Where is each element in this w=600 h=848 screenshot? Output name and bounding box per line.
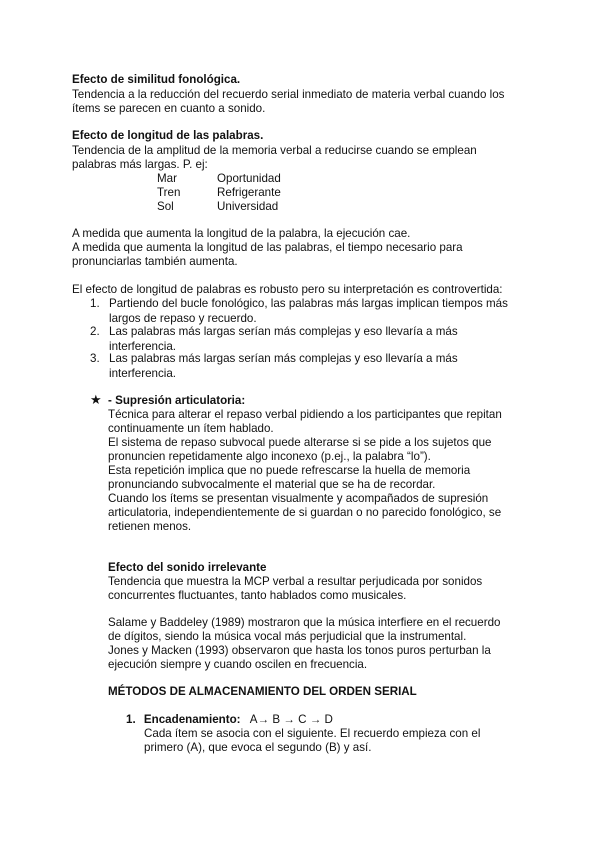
method-item [126, 712, 333, 727]
method-number: 1. [126, 713, 136, 726]
text-line: palabras más largas. P. ej: [72, 158, 208, 171]
text-line: Tendencia que muestra la MCP verbal a resultar perjudicada por sonidos [108, 575, 483, 588]
example-long-word: Refrigerante [217, 186, 281, 199]
text-line: pronunciando subvocalmente el material que se ha de recordar. [108, 478, 436, 491]
text-line: pronuncien repetidamente algo inconexo (p.ej., la palabra “lo”). [108, 450, 431, 463]
text-line: retienen menos. [108, 520, 192, 533]
text-line: Técnica para alterar el repaso verbal pidiendo a los participantes que repitan [108, 408, 502, 421]
heading-sonido-irrelevante: Efecto del sonido irrelevante [108, 561, 267, 574]
list-text: Las palabras más largas serían más complejas y eso llevaría a más interferencia. [109, 352, 458, 380]
example-short-word: Tren [157, 186, 181, 199]
text-line: Cada ítem se asocia con el siguiente. El recuerdo empieza con el [144, 727, 481, 740]
method-title: Encadenamiento: [143, 713, 241, 726]
list-number: 2. [90, 325, 100, 338]
text-line: A medida que aumenta la longitud de las palabras, el tiempo necesario para [72, 241, 463, 254]
text-line: Esta repetición implica que no puede refrescarse la huella de memoria [108, 464, 471, 477]
example-long-word: Oportunidad [217, 172, 281, 185]
list-number: 1. [90, 297, 100, 310]
text-line: El efecto de longitud de palabras es robusto pero su interpretación es controvertida: [72, 283, 503, 296]
text-line: Cuando los ítems se presentan visualmente y acompañados de supresión [108, 492, 489, 505]
text-line: continuamente un ítem hablado. [108, 422, 274, 435]
text-line: Jones y Macken (1993) observaron que hasta los tonos puros perturban la [108, 644, 491, 657]
heading-longitud-palabras: Efecto de longitud de las palabras. [72, 129, 264, 142]
text-line: articulatoria, independientemente de si guardan o no parecido fonológico, se [108, 506, 502, 519]
method-chain: A→ B → C → D [249, 713, 333, 726]
text-line: ejecución siempre y cuando oscilen en frecuencia. [108, 658, 368, 671]
example-short-word: Sol [157, 200, 174, 213]
text-line: de dígitos, siendo la música vocal más perjudicial que la instrumental. [108, 630, 467, 643]
text-line: El sistema de repaso subvocal puede alterarse si se pide a los sujetos que [108, 436, 492, 449]
text-line: Tendencia a la reducción del recuerdo serial inmediato de materia verbal cuando los [72, 88, 505, 101]
text-line: pronunciarlas también aumenta. [72, 255, 238, 268]
text-line: ítems se parecen en cuanto a sonido. [72, 102, 266, 115]
text-line: Tendencia de la amplitud de la memoria verbal a reducirse cuando se emplean [72, 144, 477, 157]
text-line: Salame y Baddeley (1989) mostraron que la música interfiere en el recuerdo [108, 616, 501, 629]
text-line: concurrentes fluctuantes, tanto hablados como musicales. [108, 589, 407, 602]
star-bullet-icon: ★ [90, 392, 102, 407]
text-line: primero (A), que evoca el segundo (B) y así. [144, 741, 372, 754]
heading-metodos-almacenamiento: MÉTODOS DE ALMACENAMIENTO DEL ORDEN SERIAL [108, 685, 417, 698]
text-line: A medida que aumenta la longitud de la palabra, la ejecución cae. [72, 227, 411, 240]
heading-supresion-articulatoria: - Supresión articulatoria: [108, 394, 246, 407]
heading-similitud-fonologica: Efecto de similitud fonológica. [72, 73, 241, 86]
list-text: Las palabras más largas serían más complejas y eso llevaría a más interferencia. [109, 325, 458, 353]
list-number: 3. [90, 352, 100, 365]
example-short-word: Mar [157, 172, 177, 185]
example-long-word: Universidad [217, 200, 279, 213]
list-text: Partiendo del bucle fonológico, las palabras más largas implican tiempos más largos de repaso y recuerdo. [109, 297, 508, 325]
